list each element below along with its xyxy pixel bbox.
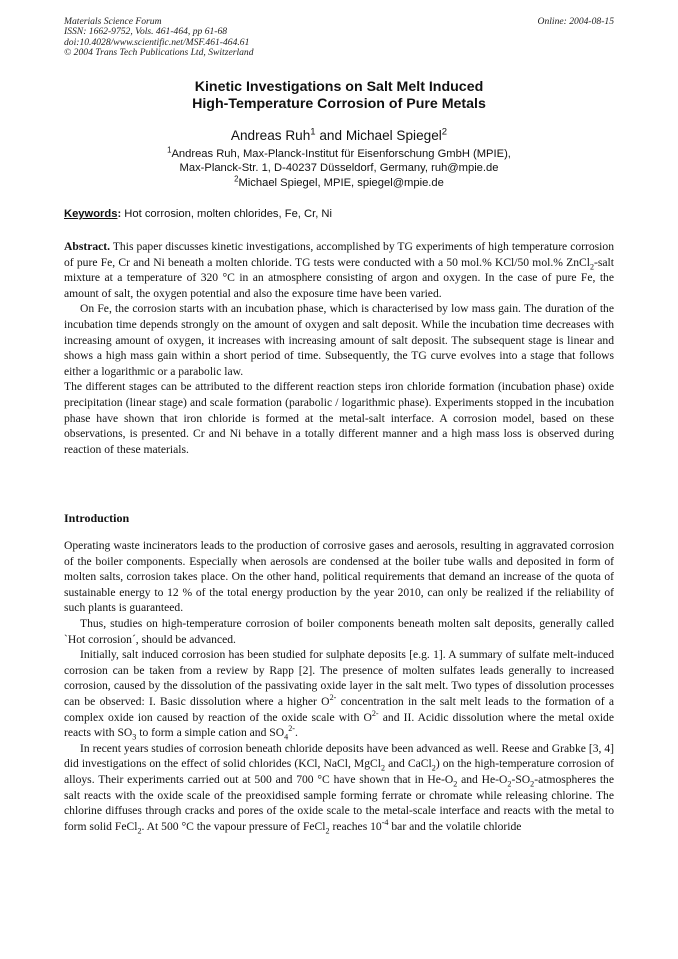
doi-line: doi:10.4028/www.scientific.net/MSF.461-464.61 [64,36,250,48]
subscript: 2 [137,826,142,835]
superscript: 2- [371,708,379,718]
subscript: 2 [507,779,512,789]
journal-name: Materials Science Forum [64,16,162,27]
subscript: 2 [431,763,436,773]
subscript: 2 [380,763,386,773]
copyright-line: © 2004 Trans Tech Publications Ltd, Switzerland [64,47,254,59]
online-date: Online: 2004-08-15 [537,16,614,27]
introduction-body [64,538,614,834]
author-2-sup: 2 [441,126,448,138]
intro-paragraph-4 [64,741,614,835]
subscript: 3 [132,732,137,742]
paper-title [0,79,678,113]
intro-text: reaches 10 [329,819,382,833]
author-2: Michael Spiegel [345,128,442,143]
affiliation-1-line-2: Max-Planck-Str. 1, D-40237 Düsseldorf, Germany, ruh@mpie.de [179,162,499,175]
subscript: 2 [589,261,595,271]
title-line-1: Kinetic Investigations on Salt Melt Induced [194,79,484,95]
affiliation-2 [0,176,678,190]
subscript: 2 [453,779,458,789]
intro-text: and He-O [457,772,508,786]
title-line-2: High-Temperature Corrosion of Pure Metals [192,96,486,112]
intro-paragraph-2: Thus, studies on high-temperature corrosion of boiler components beneath molten salt deposits, generally called `Hot corrosion´, should be advanced. [64,616,614,646]
author-conjunction: and [315,128,346,143]
affiliation-1-num: 1 [167,145,172,155]
intro-text: to form a simple cation and SO [136,726,285,740]
affiliation-2-text: Michael Spiegel, MPIE, spiegel@mpie.de [238,176,444,189]
keywords-text: Hot corrosion, molten chlorides, Fe, Cr, Ni [121,208,332,220]
intro-text: -atmospheres the salt reacts with the oxide scale of the preoxidised sample forming ferrate or chromate while releasing chlorine. The chlorine diffuses through cracks and pores of the oxide scale to the metal-scale interface and reacts with the metal to form solid FeCl [64,772,614,833]
superscript: -4 [381,817,389,827]
intro-text: ) on the high-temperature corrosion of alloys. Their experiments carried out at 500 and 700 °C have shown that in He-O [64,757,615,786]
author-1-sup: 1 [310,126,316,138]
subscript: 4 [284,732,289,742]
abstract-text: -salt mixture at a temperature of 320 °C in an atmosphere consisting of argon and oxygen. In the case of pure Fe, the amount of salt, the oxygen potential and also the exposure time have been varied. [64,255,614,300]
intro-text: . [294,726,298,740]
author-line [0,128,678,144]
intro-paragraph-3 [64,647,614,741]
intro-paragraph-1: Operating waste incinerators leads to the production of corrosive gases and aerosols, resulting in aggravated corrosion of the boiler components. Especially when aerosols are condensed at the boiler tube walls and deposited in form of molten salts, corrosion takes place. On the other hand, political requirements that demand an increase of the quota of sustainable energy to 12 % of the total energy production by the year 2010, can only be realized if the reliability of such plants is guaranteed. [64,539,614,615]
subscript: 2 [325,826,330,835]
abstract-paragraph-2: On Fe, the corrosion starts with an incubation phase, which is characterised by low mass gain. The duration of the incubation time depends strongly on the amount of oxygen and salt deposit. While the incubation time decreases with increasing amount of oxygen, it increases with increasing amount of salt deposit. The subsequent stage is linear and shows a high mass gain within a short period of time. Subsequently, the TG curve evolves into a stage that follows either a logarithmic or a parabolic law. [64,302,614,378]
keywords-label: Keywords [64,208,118,220]
introduction-heading: Introduction [64,511,130,525]
intro-text: In recent years studies of corrosion beneath chloride deposits have been advanced as well. Reese and Grabke [3, 4] did investigations on the effect of solid chlorides (KCl, NaCl, MgCl [64,741,614,771]
intro-text: bar and the volatile chloride [388,819,522,833]
issn-line: ISSN: 1662-9752, Vols. 461-464, pp 61-68 [64,26,228,38]
affiliation-1-line-1 [0,147,678,161]
abstract-text: This paper discusses kinetic investigations, accomplished by TG experiments of high temperature corrosion of pure Fe, Cr and Ni beneath a molten chloride. TG tests were conducted with a 50 mol.% KCl/50 mol.% ZnCl [64,240,614,269]
intro-text: concentration in the salt melt leads to the formation of a complex oxide ion caused by reaction of the oxide scale with O [64,694,614,724]
keywords [64,208,624,220]
intro-text: and CaCl [385,757,432,771]
intro-text: and II. Acidic dissolution where the metal oxide reacts with SO [64,710,614,740]
superscript: 2- [329,693,337,703]
abstract [64,239,614,457]
intro-text: -SO [511,772,531,786]
abstract-label: Abstract. [64,240,111,253]
superscript: 2- [288,724,295,734]
keywords-colon: : [117,208,122,220]
subscript: 2 [530,779,535,789]
affiliation-2-num: 2 [234,174,239,184]
abstract-paragraph-3: The different stages can be attributed to the different reaction steps iron chloride formation (incubation phase) oxide precipitation (linear stage) and scale formation (parabolic / logarithmic phase). Experiments stopped in the incubation phase have shown that iron chloride is formed at the metal-salt interface. A corrosion model, based on these observations, is presented. Cr and Ni behave in a totally different manner and a high mass loss is observed during reaction of these materials. [64,380,614,456]
intro-text: Initially, salt induced corrosion has been studied for sulphate deposits [e.g. 1]. A summary of sulfate melt-induced corrosion can be taken from a review by Rapp [2]. The presence of molten sulfates leads generally to increased corrosion, caused by the dissolution of the passivating oxide layer in the salt melt. Two types of dissolution processes can be observed: I. Basic dissolution where a higher O [64,648,614,708]
abstract-paragraph-1 [64,239,614,301]
affiliation-1-text: Andreas Ruh, Max-Planck-Institut für Eisenforschung GmbH (MPIE), [171,148,511,160]
affiliations [0,147,678,190]
intro-text: . At 500 °C the vapour pressure of FeCl [141,819,326,833]
journal-header [64,17,464,59]
author-1: Andreas Ruh [230,128,311,143]
